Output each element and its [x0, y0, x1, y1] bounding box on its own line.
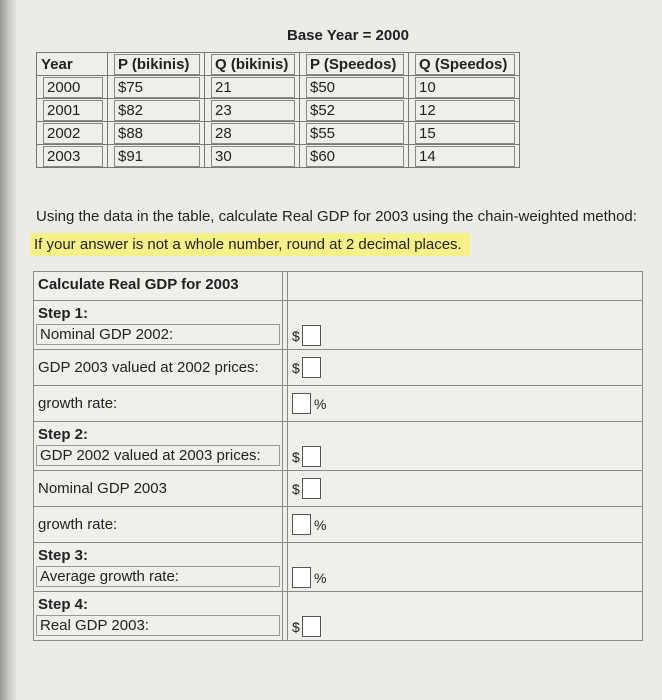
header-year: Year: [36, 52, 108, 76]
nominal-gdp-2003-label: Nominal GDP 2003: [38, 480, 167, 497]
cell-p-bikinis: $82: [108, 99, 205, 122]
nominal-gdp-2003-input[interactable]: [302, 478, 321, 499]
step2-row: [33, 421, 643, 470]
step3-row: [33, 542, 643, 591]
step1-label: Step 1:: [38, 305, 89, 322]
cell-p-speedos: $60: [300, 145, 409, 168]
cell-p-bikinis: $75: [108, 76, 205, 99]
cell-year: 2000: [36, 76, 108, 99]
growth-rate-2-input[interactable]: [292, 514, 311, 535]
nominal-gdp-2002-answer: $: [292, 325, 321, 346]
cell-year: 2002: [36, 122, 108, 145]
cell-q-bikinis: 28: [205, 122, 300, 145]
table-row: [36, 145, 520, 168]
calculation-table: [33, 271, 643, 641]
step3-label: Step 3:: [38, 547, 89, 564]
question-text: Using the data in the table, calculate Real GDP for 2003 using the chain-weighted method:: [36, 208, 637, 225]
step4-label: Step 4:: [38, 596, 89, 613]
table-row: [36, 76, 520, 99]
gdp2002-at-2003-input[interactable]: [302, 446, 321, 467]
growth-rate-2-answer: %: [292, 514, 326, 535]
header-p-speedos: P (Speedos): [300, 52, 409, 76]
nominal-gdp-2003-answer: $: [292, 478, 321, 499]
growth-rate-1-input[interactable]: [292, 393, 311, 414]
step2-label: Step 2:: [38, 426, 89, 443]
gdp2002-at-2003-label: GDP 2002 valued at 2003 prices:: [36, 445, 280, 466]
cell-p-speedos: $52: [300, 99, 409, 122]
growth-rate-1-row: [33, 385, 643, 421]
table-row: [36, 122, 520, 145]
gdp2003-at-2002-label: GDP 2003 valued at 2002 prices:: [38, 359, 259, 376]
cell-year: 2001: [36, 99, 108, 122]
real-gdp-2003-answer: $: [292, 616, 321, 637]
header-q-speedos: Q (Speedos): [409, 52, 520, 76]
growth-rate-2-label: growth rate:: [38, 516, 118, 533]
cell-q-speedos: 14: [409, 145, 520, 168]
nominal-gdp-2002-input[interactable]: [302, 325, 321, 346]
page-edge-shadow: [0, 0, 16, 700]
growth-rate-1-label: growth rate:: [38, 395, 118, 412]
table-header-row: [36, 52, 520, 76]
gdp2003-at-2002-answer: $: [292, 357, 321, 378]
calc-title-row: [33, 271, 643, 300]
gdp2003-at-2002-row: [33, 349, 643, 385]
step1-row: [33, 300, 643, 349]
cell-q-bikinis: 21: [205, 76, 300, 99]
cell-p-speedos: $50: [300, 76, 409, 99]
calc-title: Calculate Real GDP for 2003: [38, 276, 239, 293]
base-year-label: Base Year = 2000: [287, 27, 409, 44]
table-row: [36, 99, 520, 122]
cell-q-bikinis: 30: [205, 145, 300, 168]
rounding-note: If your answer is not a whole number, round at 2 decimal places.: [30, 233, 470, 256]
real-gdp-2003-label: Real GDP 2003:: [36, 615, 280, 636]
step4-row: [33, 591, 643, 641]
gdp2002-at-2003-answer: $: [292, 446, 321, 467]
nominal-gdp-2003-row: [33, 470, 643, 506]
cell-p-bikinis: $88: [108, 122, 205, 145]
average-growth-input[interactable]: [292, 567, 311, 588]
header-p-bikinis: P (bikinis): [108, 52, 205, 76]
price-quantity-table: [36, 52, 520, 168]
cell-year: 2003: [36, 145, 108, 168]
nominal-gdp-2002-label: Nominal GDP 2002:: [36, 324, 280, 345]
cell-q-speedos: 15: [409, 122, 520, 145]
gdp2003-at-2002-input[interactable]: [302, 357, 321, 378]
cell-q-speedos: 10: [409, 76, 520, 99]
cell-p-bikinis: $91: [108, 145, 205, 168]
real-gdp-2003-input[interactable]: [302, 616, 321, 637]
growth-rate-1-answer: %: [292, 393, 326, 414]
average-growth-label: Average growth rate:: [36, 566, 280, 587]
cell-q-speedos: 12: [409, 99, 520, 122]
average-growth-answer: %: [292, 567, 326, 588]
cell-p-speedos: $55: [300, 122, 409, 145]
cell-q-bikinis: 23: [205, 99, 300, 122]
header-q-bikinis: Q (bikinis): [205, 52, 300, 76]
growth-rate-2-row: [33, 506, 643, 542]
